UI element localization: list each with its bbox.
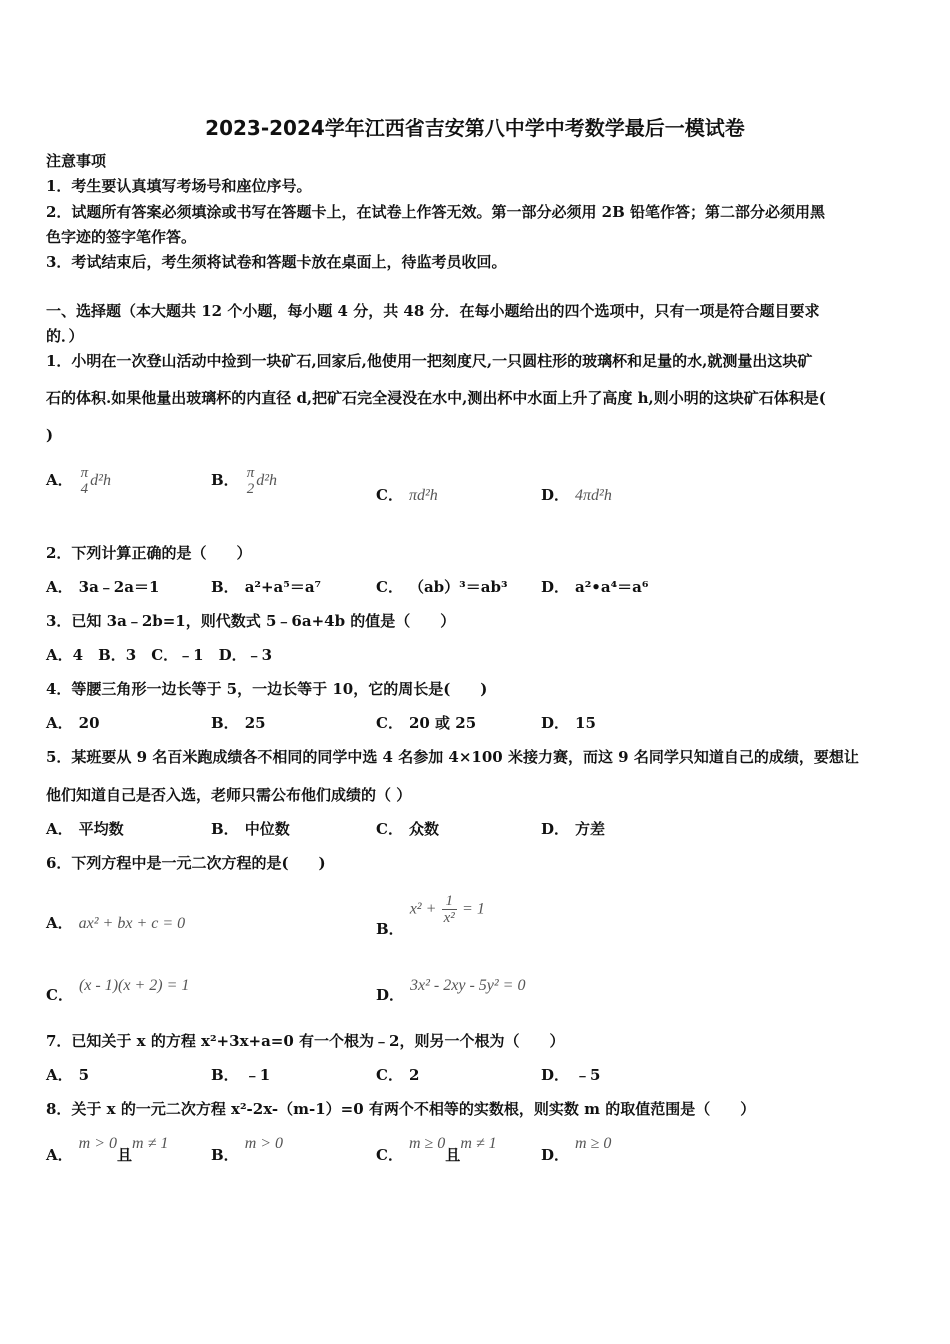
option-label: A． (46, 1146, 73, 1164)
math-expr: m > 0 (244, 1135, 284, 1152)
math-expr: m ≥ 0 (408, 1135, 446, 1152)
q8-option-c[interactable] (376, 1133, 497, 1164)
option-text: ﹣5 (575, 1066, 601, 1084)
question-2-stem: 2．下列计算正确的是（ ） (46, 544, 252, 562)
option-label: A． (46, 578, 73, 596)
section-1-heading: 一、选择题（本大题共 12 个小题，每小题 4 分，共 48 分．在每小题给出的四个选项中，只有一项是符合题目要求 (46, 302, 820, 320)
q7-option-b[interactable] (211, 1065, 270, 1085)
math-expr: 4πd²h (575, 487, 612, 504)
option-label: B． (211, 820, 239, 838)
q1-option-d[interactable] (541, 485, 612, 506)
math-expr: πd²h (408, 487, 438, 504)
question-8-stem: 8．关于 x 的一元二次方程 x²-2x-（m-1）=0 有两个不相等的实数根，则实数 m 的取值范围是（ ） (46, 1100, 756, 1118)
q4-option-b[interactable] (211, 713, 266, 733)
option-text: a²+a⁵＝a⁷ (244, 578, 322, 596)
math-expr: x² + (409, 900, 437, 918)
option-text: 20 (78, 714, 100, 732)
page-title: 2023-2024学年江西省吉安第八中学中考数学最后一模试卷 (205, 116, 745, 140)
option-label: B． (211, 714, 239, 732)
option-label: C． (46, 986, 73, 1004)
q4-option-a[interactable] (46, 713, 100, 733)
q2-option-d[interactable] (541, 577, 648, 597)
option-label: B． (211, 471, 239, 489)
option-label: D． (541, 1066, 570, 1084)
math-expr: m ≠ 1 (132, 1135, 169, 1152)
q1-option-c[interactable] (376, 485, 438, 506)
math-expr: d²h (256, 472, 277, 489)
question-7-stem: 7．已知关于 x 的方程 x²+3x+a=0 有一个根为﹣2，则另一个根为（ ） (46, 1032, 565, 1050)
q2-option-b[interactable] (211, 577, 321, 597)
option-label: D． (541, 578, 570, 596)
math-expr: 3x² - 2xy - 5y² = 0 (410, 977, 526, 994)
question-3-stem: 3．已知 3a﹣2b=1，则代数式 5﹣6a+4b 的值是（ ） (46, 612, 456, 630)
fraction: π 2 (246, 465, 255, 497)
option-text: 2 (408, 1066, 420, 1084)
q7-option-a[interactable] (46, 1065, 89, 1085)
math-expr: = 1 (462, 900, 485, 918)
option-text: 方差 (575, 820, 606, 838)
question-4-stem: 4．等腰三角形一边长等于 5，一边长等于 10，它的周长是( ) (46, 680, 488, 698)
option-text: 3a﹣2a＝1 (78, 578, 160, 596)
q2-option-c[interactable] (376, 577, 508, 597)
question-1-line-3: ) (46, 426, 54, 444)
option-label: B． (211, 1146, 239, 1164)
q7-option-c[interactable] (376, 1065, 419, 1085)
notice-item-2: 2．试题所有答案必须填涂或书写在答题卡上，在试卷上作答无效。第一部分必须用 2B 铅笔作答；第二部分必须用黑 (46, 203, 826, 221)
option-label: A． (46, 1066, 73, 1084)
option-label: A． (46, 471, 73, 489)
option-label: C． (376, 578, 403, 596)
q5-option-b[interactable] (211, 819, 290, 839)
option-label: D． (541, 1146, 570, 1164)
question-5-line-1: 5．某班要从 9 名百米跑成绩各不相同的同学中选 4 名参加 4×100 米接力赛，而这 9 名同学只知道自己的成绩，要想让 (46, 748, 859, 766)
math-expr: (x - 1)(x + 2) = 1 (78, 977, 190, 994)
option-label: C． (376, 820, 403, 838)
option-text: 中位数 (244, 820, 290, 838)
option-label: D． (376, 986, 405, 1004)
option-text: 20 或 25 (408, 714, 477, 732)
question-5-line-2: 他们知道自己是否入选，老师只需公布他们成绩的（ ） (46, 786, 412, 804)
option-text: 25 (244, 714, 266, 732)
math-expr: m ≥ 0 (575, 1135, 612, 1152)
q5-option-d[interactable] (541, 819, 605, 839)
question-6-stem: 6．下列方程中是一元二次方程的是( ) (46, 854, 326, 872)
option-label: B． (211, 578, 239, 596)
conjunction: 且 (445, 1146, 461, 1164)
q6-option-a[interactable] (46, 913, 185, 934)
option-text: 平均数 (78, 820, 124, 838)
option-label: A． (46, 914, 73, 932)
option-label: C． (376, 486, 403, 504)
q4-option-d[interactable] (541, 713, 596, 733)
question-1-line-1: 1．小明在一次登山活动中捡到一块矿石,回家后,他使用一把刻度尺,一只圆柱形的玻璃杯和足量的水,就测量出这块矿 (46, 352, 813, 370)
option-label: C． (376, 714, 403, 732)
conjunction: 且 (117, 1146, 133, 1164)
option-text: 15 (575, 714, 596, 732)
q3-options[interactable]: A．4 B．3 C．﹣1 D．﹣3 (46, 646, 273, 664)
q4-option-c[interactable] (376, 713, 476, 733)
option-label: D． (541, 486, 570, 504)
option-label: B． (376, 919, 404, 938)
math-expr: m > 0 (78, 1135, 117, 1152)
option-text: 5 (78, 1066, 90, 1084)
option-text: 众数 (408, 820, 439, 838)
option-text: ﹣1 (244, 1066, 271, 1084)
fraction: π 4 (80, 465, 89, 497)
q6-option-d[interactable] (376, 975, 526, 1004)
fraction: $\frac{1}{\text{x²}}$ (443, 893, 455, 926)
q8-option-b[interactable] (211, 1133, 284, 1164)
question-1-line-2: 石的体积.如果他量出玻璃杯的内直径 d,把矿石完全浸没在水中,测出杯中水面上升了高度 h,则小明的这块矿石体积是( (46, 389, 826, 407)
option-label: A． (46, 820, 73, 838)
option-label: C． (376, 1146, 403, 1164)
option-text: a²•a⁴＝a⁶ (575, 578, 649, 596)
q1-option-a[interactable] (46, 465, 111, 497)
option-text: （ab）³＝ab³ (408, 578, 508, 596)
math-expr: ax² + bx + c = 0 (78, 915, 186, 932)
math-expr: m ≠ 1 (460, 1135, 497, 1152)
q8-option-a[interactable] (46, 1133, 169, 1164)
q7-option-d[interactable] (541, 1065, 600, 1085)
option-label: C． (376, 1066, 403, 1084)
notice-heading: 注意事项 (46, 152, 107, 170)
q6-option-b[interactable] (376, 893, 485, 938)
option-label: D． (541, 820, 570, 838)
math-expr: d²h (90, 472, 111, 489)
q1-option-b[interactable] (211, 465, 277, 497)
q5-option-a[interactable] (46, 819, 124, 839)
option-label: A． (46, 714, 73, 732)
notice-item-1: 1．考生要认真填写考场号和座位序号。 (46, 177, 312, 195)
q8-option-d[interactable] (541, 1133, 612, 1164)
notice-item-3: 3．考试结束后，考生须将试卷和答题卡放在桌面上，待监考员收回。 (46, 253, 507, 271)
notice-item-2-cont: 色字迹的签字笔作答。 (46, 228, 197, 246)
option-label: D． (541, 714, 570, 732)
section-1-heading-cont: 的．） (46, 327, 84, 345)
q2-option-a[interactable] (46, 577, 159, 597)
option-label: B． (211, 1066, 239, 1084)
q6-option-c[interactable] (46, 975, 190, 1004)
q5-option-c[interactable] (376, 819, 439, 839)
